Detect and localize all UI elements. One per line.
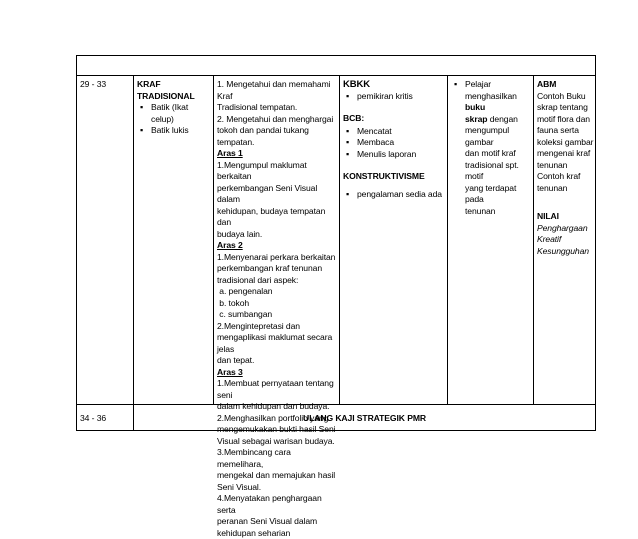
- objective-line: 2.Menghasilkan portfolio yang: [217, 413, 339, 425]
- konstruktivisme-list: [343, 189, 447, 201]
- topic-title-line1: KRAF: [137, 79, 213, 91]
- objective-line: Seni Visual.: [217, 482, 339, 494]
- review-title-text: ULANG KAJI STRATEGIK PMR: [303, 413, 426, 423]
- objective-line: 3.Membincang cara memelihara,: [217, 447, 339, 470]
- col-divider-4: [447, 75, 448, 404]
- objective-line: dalam kehidupan dan budaya.: [217, 401, 339, 413]
- objective-line: peranan Seni Visual dalam: [217, 516, 339, 528]
- kbkk-item: ▪ pemikiran kritis: [343, 91, 447, 103]
- review-title: [133, 413, 596, 425]
- objective-line: 4.Menyatakan penghargaan serta: [217, 493, 339, 516]
- activity-item: [451, 79, 533, 217]
- aras3-heading: Aras 3: [217, 367, 339, 379]
- objective-line: mengaplikasi maklumat secara jelas: [217, 332, 339, 355]
- objective-line: 2.Mengintepretasi dan: [217, 321, 339, 333]
- objective-line: 1. Mengetahui dan memahami Kraf: [217, 79, 339, 102]
- col-divider-1: [133, 75, 134, 431]
- activity-line: yang terdapat pada: [465, 183, 533, 206]
- objective-line: mengemukakan bukti hasil Seni: [217, 424, 339, 436]
- abm-line: tenunan: [537, 160, 595, 172]
- abm-line: Contoh kraf: [537, 171, 595, 183]
- aras1-heading: Aras 1: [217, 148, 339, 160]
- week-range: 29 - 33: [80, 79, 106, 89]
- activity-line: menghasilkan buku: [465, 91, 533, 114]
- activity-line: ▪ Pelajar: [465, 79, 533, 91]
- bcb-heading: BCB:: [343, 113, 447, 125]
- abm-line: koleksi gambar: [537, 137, 595, 149]
- activities-cell: [451, 79, 533, 217]
- activity-line: dan motif kraf: [465, 148, 533, 160]
- abm-line: Contoh Buku: [537, 91, 595, 103]
- abm-line: mengenai kraf: [537, 148, 595, 160]
- objective-line: 1.Menyenarai perkara berkaitan: [217, 252, 339, 264]
- objective-line: tradisional dari aspek:: [217, 275, 339, 287]
- nilai-line: Penghargaan: [537, 223, 595, 235]
- objective-line: 1.Mengumpul maklumat berkaitan: [217, 160, 339, 183]
- objective-line: Tradisional tempatan.: [217, 102, 339, 114]
- konstruktivisme-item: ▪ pengalaman sedia ada: [343, 189, 447, 201]
- objective-line: a. pengenalan: [217, 286, 339, 298]
- objective-line: perkembangan kraf tenunan: [217, 263, 339, 275]
- objective-line: dan tepat.: [217, 355, 339, 367]
- objective-line: kehidupan, budaya tempatan dan: [217, 206, 339, 229]
- objective-line: b. tokoh: [217, 298, 339, 310]
- objective-line: tokoh dan pandai tukang tempatan.: [217, 125, 339, 148]
- notes-cell: [537, 79, 595, 257]
- topic-item: ▪ Batik lukis: [137, 125, 213, 137]
- konstruktivisme-heading: KONSTRUKTIVISME: [343, 171, 447, 183]
- activity-line: tenunan: [465, 206, 533, 218]
- week-cell-2: [80, 413, 130, 425]
- abm-line: fauna serta: [537, 125, 595, 137]
- col-divider-3: [339, 75, 340, 404]
- bcb-item: ▪ Mencatat: [343, 126, 447, 138]
- col-divider-2: [213, 75, 214, 404]
- abm-line: tenunan: [537, 183, 595, 195]
- skills-cell: [343, 79, 447, 200]
- activity-line: mengumpul gambar: [465, 125, 533, 148]
- topic-cell: [137, 79, 213, 137]
- aras2-heading: Aras 2: [217, 240, 339, 252]
- abm-line: skrap tentang: [537, 102, 595, 114]
- kbkk-heading: KBKK: [343, 79, 447, 91]
- objective-line: 1.Membuat pernyataan tentang seni: [217, 378, 339, 401]
- activity-line: skrap dengan: [465, 114, 533, 126]
- objective-line: perkembangan Seni Visual dalam: [217, 183, 339, 206]
- objectives-cell: [217, 79, 339, 539]
- nilai-line: Kesungguhan: [537, 246, 595, 258]
- week-cell: [80, 79, 130, 91]
- activity-line: tradisional spt. motif: [465, 160, 533, 183]
- row-divider-header: [76, 75, 596, 76]
- objective-line: kehidupan seharian: [217, 528, 339, 539]
- col-divider-5: [533, 75, 534, 404]
- objective-line: mengekal dan memajukan hasil: [217, 470, 339, 482]
- bcb-item: ▪ Menulis laporan: [343, 149, 447, 161]
- objective-line: c. sumbangan: [217, 309, 339, 321]
- objective-line: budaya lain.: [217, 229, 339, 241]
- objective-line: Visual sebagai warisan budaya.: [217, 436, 339, 448]
- abm-line: motif flora dan: [537, 114, 595, 126]
- activities-list: [451, 79, 533, 217]
- bcb-item: ▪ Membaca: [343, 137, 447, 149]
- nilai-line: Kreatif: [537, 234, 595, 246]
- topic-item: ▪ Batik (Ikat celup): [137, 102, 213, 125]
- bcb-list: [343, 126, 447, 161]
- topic-list: [137, 102, 213, 137]
- abm-heading: ABM: [537, 79, 595, 91]
- kbkk-list: [343, 91, 447, 103]
- nilai-heading: NILAI: [537, 211, 595, 223]
- week-range: 34 - 36: [80, 413, 106, 423]
- topic-title-line2: TRADISIONAL: [137, 91, 213, 103]
- objective-line: 2. Mengetahui dan menghargai: [217, 114, 339, 126]
